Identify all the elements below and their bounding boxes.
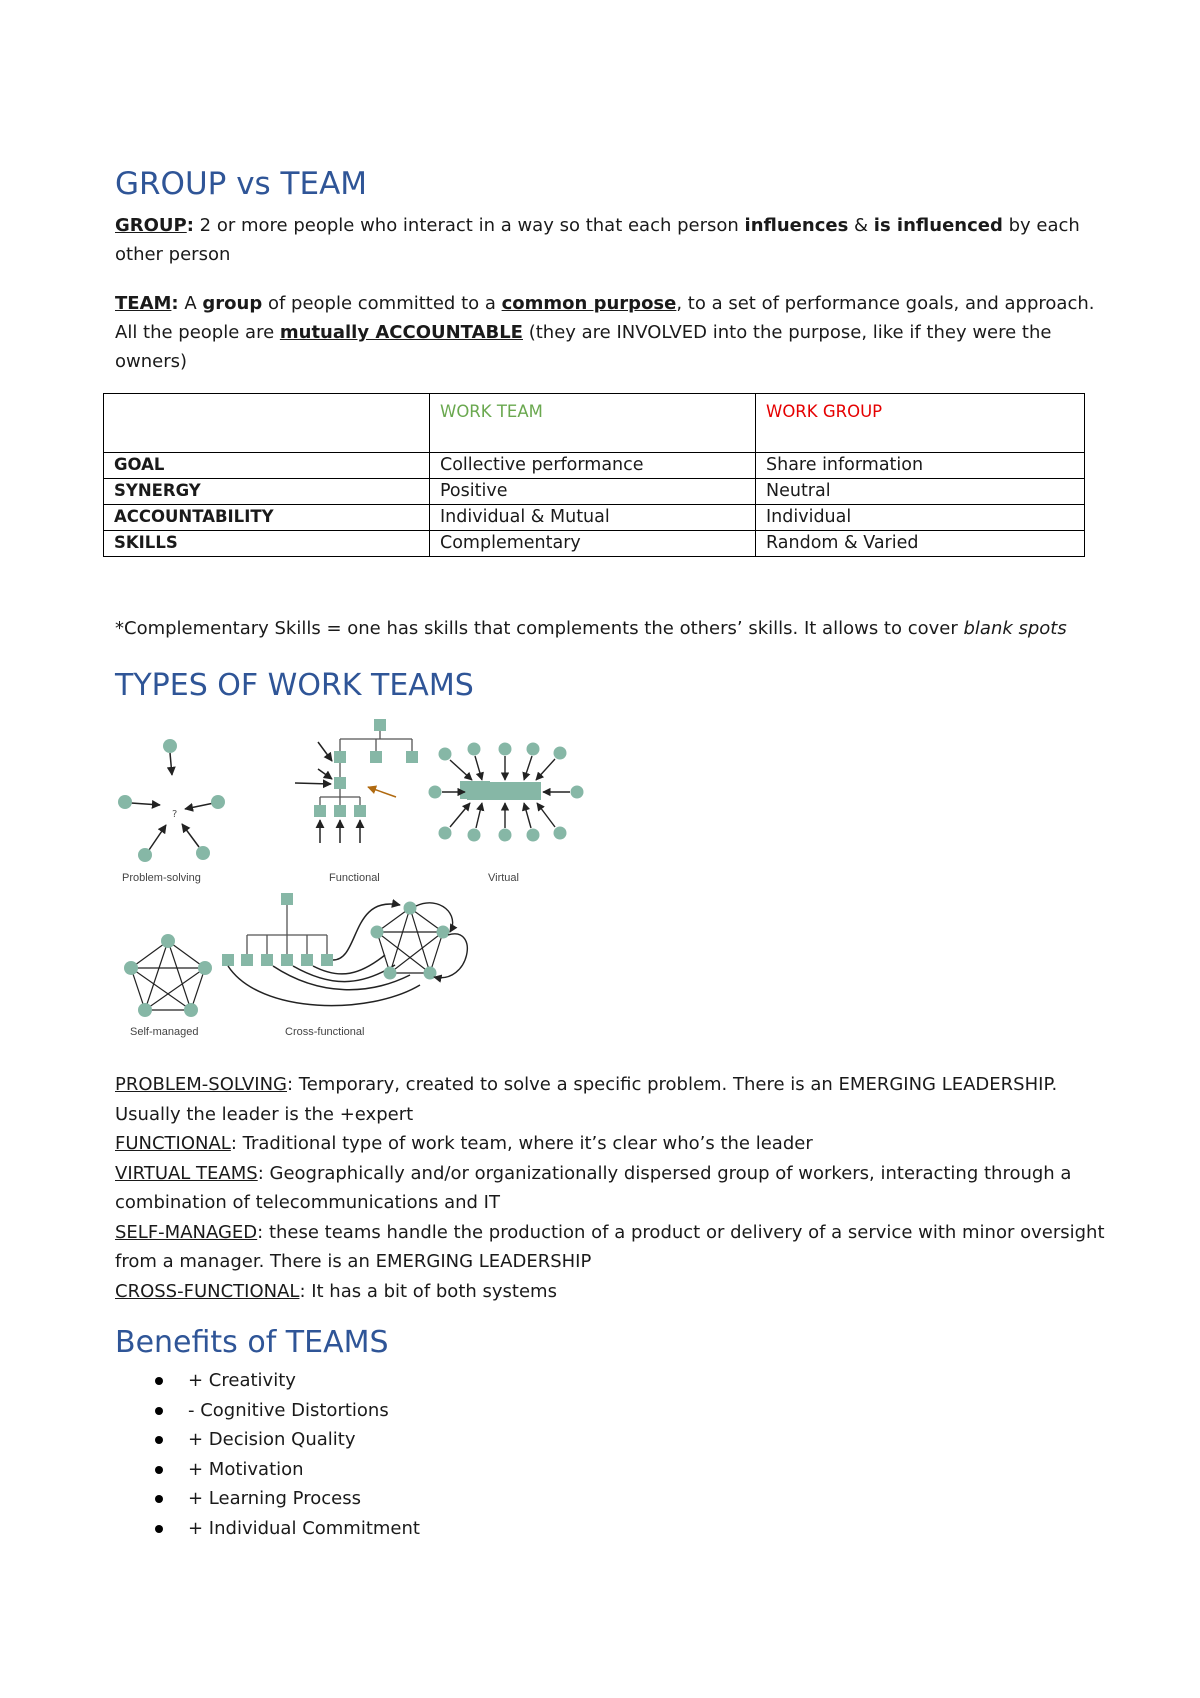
list-item: + Decision Quality bbox=[150, 1425, 420, 1455]
table-row: SYNERGY Positive Neutral bbox=[104, 479, 1085, 505]
heading-benefits-of-teams: Benefits of TEAMS bbox=[115, 1325, 389, 1360]
bullet-icon bbox=[155, 1525, 163, 1533]
definition-self-managed: SELF-MANAGED: these teams handle the production of a product or delivery of a service with minor oversight from a manager. There is an EMERGING LEADERSHIP bbox=[115, 1221, 1105, 1272]
complementary-skills-note: *Complementary Skills = one has skills that complements the others’ skills. It allows to cover blank spots bbox=[115, 618, 1067, 639]
team-definition: TEAM: A group of people committed to a common purpose, to a set of performance goals, and approach. All the people are mutually ACCOUNTABLE (they are INVOLVED into the purpose, like if they were the owners) bbox=[115, 293, 1095, 372]
list-item: - Cognitive Distortions bbox=[150, 1396, 420, 1426]
caption-functional: Functional bbox=[329, 872, 380, 884]
table-row: GOAL Collective performance Share information bbox=[104, 453, 1085, 479]
group-definition: GROUP: 2 or more people who interact in a way so that each person influences & is influenced by each other person bbox=[115, 215, 1080, 265]
team-term: TEAM bbox=[115, 293, 172, 314]
definition-virtual-teams: VIRTUAL TEAMS: Geographically and/or organizationally dispersed group of workers, interacting through a combination of telecommunications and IT bbox=[115, 1162, 1072, 1213]
table-row: ACCOUNTABILITY Individual & Mutual Individual bbox=[104, 505, 1085, 531]
list-item: + Individual Commitment bbox=[150, 1514, 420, 1544]
heading-group-vs-team: GROUP vs TEAM bbox=[115, 166, 368, 202]
list-item: + Creativity bbox=[150, 1366, 420, 1396]
caption-cross-functional: Cross-functional bbox=[285, 1026, 365, 1038]
virtual-network bbox=[429, 743, 584, 842]
bullet-icon bbox=[155, 1495, 163, 1503]
definition-functional: FUNCTIONAL: Traditional type of work team, where it’s clear who’s the leader bbox=[115, 1133, 813, 1154]
group-term: GROUP bbox=[115, 215, 187, 236]
cross-functional-diagram bbox=[222, 893, 420, 1038]
caption-problem-solving: Problem-solving bbox=[122, 872, 201, 884]
table-header-row bbox=[104, 394, 1085, 453]
table-header-work-team: WORK TEAM bbox=[430, 394, 756, 453]
question-mark-label: ? bbox=[172, 809, 178, 820]
team-types-definitions bbox=[115, 1070, 1105, 1306]
list-item: + Motivation bbox=[150, 1455, 420, 1485]
caption-virtual: Virtual bbox=[488, 872, 519, 884]
comparison-table bbox=[103, 393, 1085, 557]
benefits-list bbox=[150, 1366, 420, 1543]
team-types-diagram-right bbox=[420, 725, 600, 1035]
list-item: + Learning Process bbox=[150, 1484, 420, 1514]
heading-types-of-work-teams: TYPES OF WORK TEAMS bbox=[115, 668, 474, 703]
definition-cross-functional: CROSS-FUNCTIONAL: It has a bit of both systems bbox=[115, 1280, 557, 1302]
table-header-cell bbox=[104, 394, 430, 453]
caption-self-managed: Self-managed bbox=[130, 1026, 199, 1038]
self-managed-diagram bbox=[124, 934, 212, 1038]
bullet-icon bbox=[155, 1436, 163, 1444]
bullet-icon bbox=[155, 1407, 163, 1415]
functional-diagram bbox=[295, 719, 418, 884]
bullet-icon bbox=[155, 1377, 163, 1385]
problem-solving-diagram bbox=[118, 739, 225, 884]
table-header-work-group: WORK GROUP bbox=[756, 394, 1085, 453]
table-row: SKILLS Complementary Random & Varied bbox=[104, 531, 1085, 557]
definition-problem-solving: PROBLEM-SOLVING: Temporary, created to solve a specific problem. There is an EMERGING LEADERSHIP. Usually the leader is the +expert bbox=[115, 1074, 1058, 1125]
bullet-icon bbox=[155, 1466, 163, 1474]
